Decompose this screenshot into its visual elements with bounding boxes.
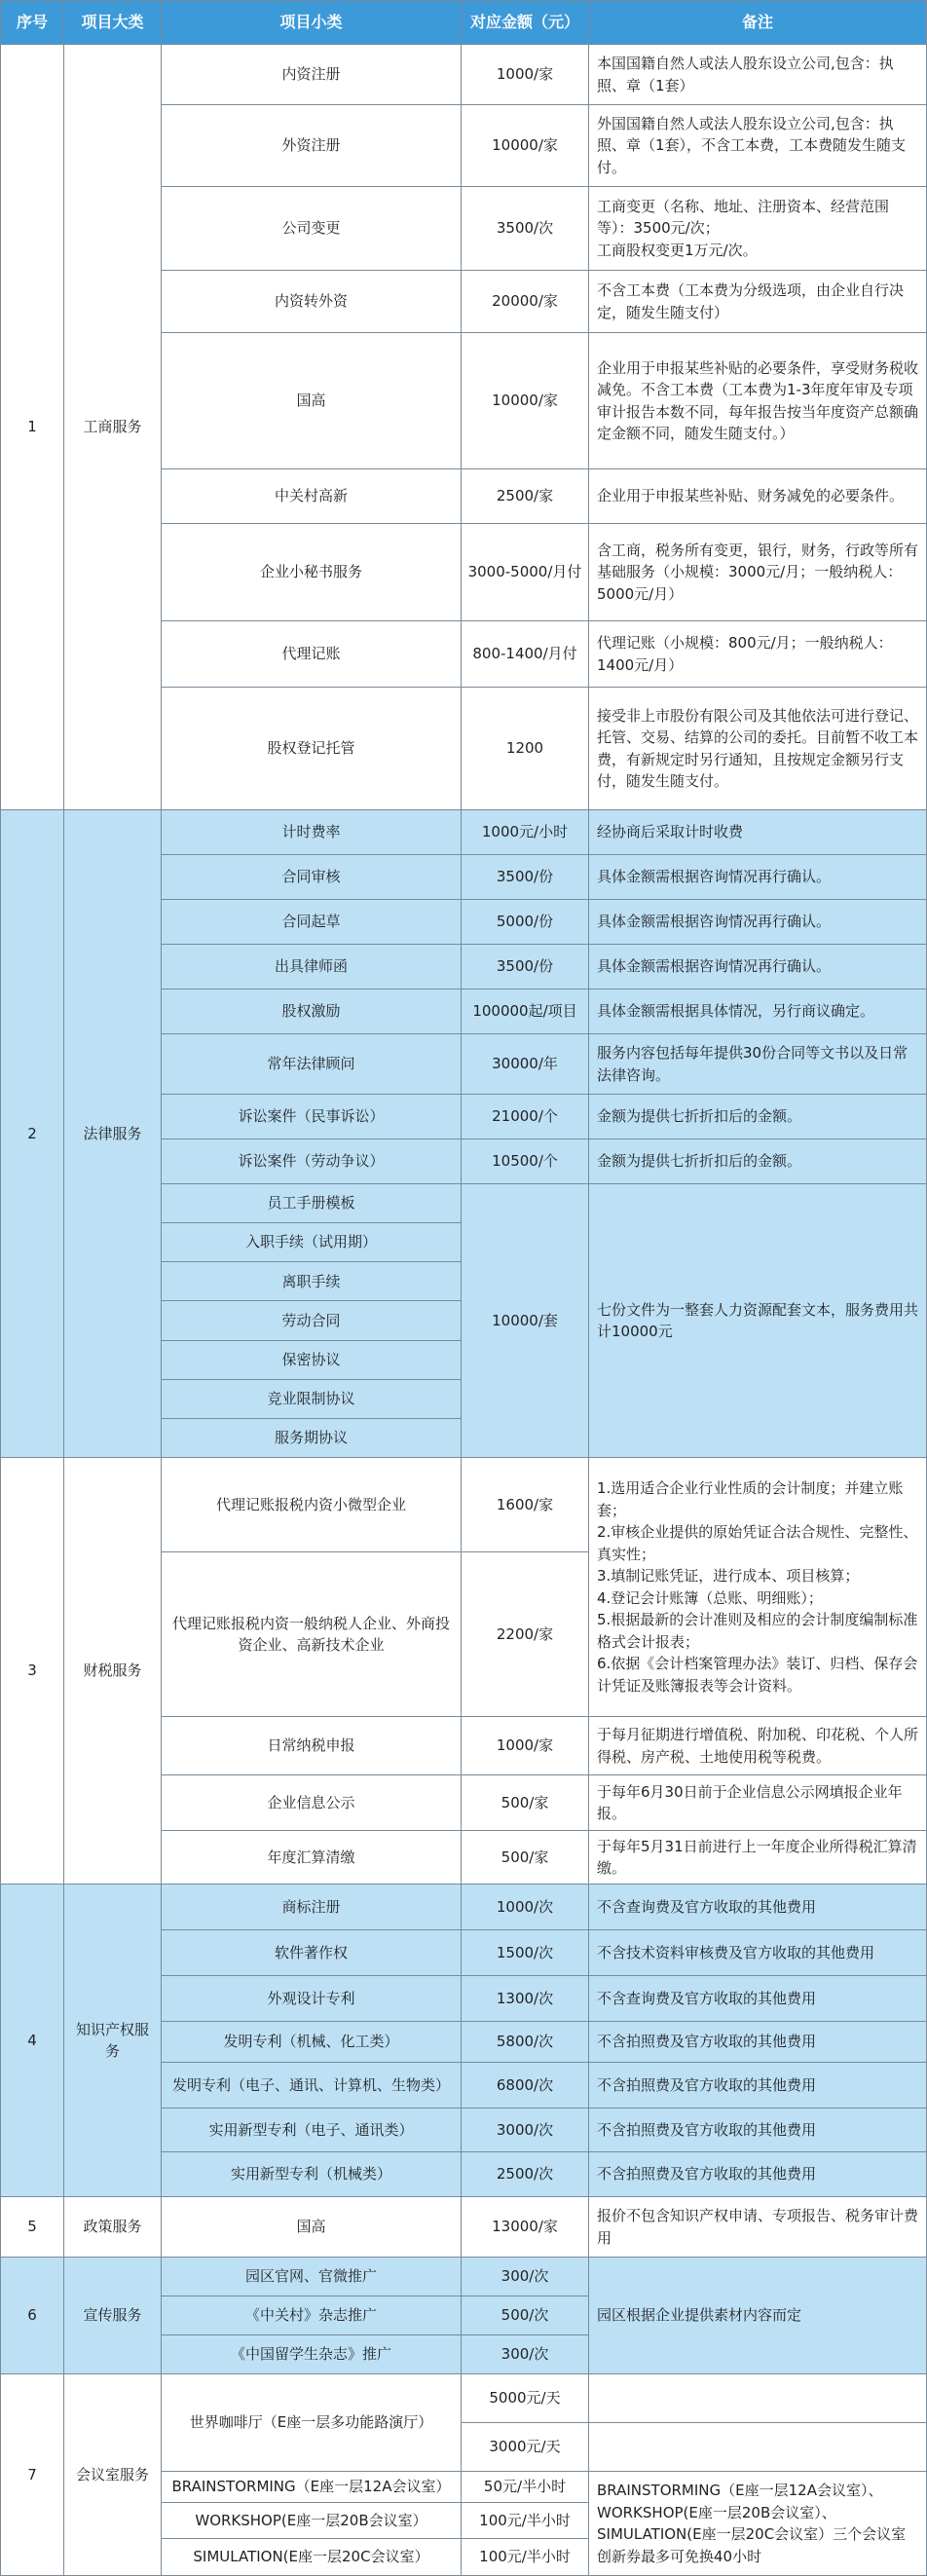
- row-note-text: 不含查询费及官方收取的其他费用: [597, 1989, 817, 2007]
- row-amount-text: 6800/次: [496, 2075, 554, 2094]
- row-item: [162, 945, 462, 989]
- row-item-text: SIMULATION(E座一层20C会议室）: [193, 2548, 429, 2566]
- section-category: [64, 2258, 162, 2374]
- row-item-text: 国高: [296, 392, 326, 410]
- section-category: [64, 2197, 162, 2258]
- row-note-text: 企业用于申报某些补贴、财务减免的必要条件。: [597, 487, 905, 505]
- row-amount-text: 3000元/天: [489, 2438, 561, 2456]
- row-note-text: 代理记账（小规模：800元/月；一般纳税人：1400元/月）: [597, 634, 893, 674]
- row-note: [589, 469, 927, 524]
- row-item-text: 企业小秘书服务: [259, 563, 362, 581]
- section-category-text: 政策服务: [83, 2218, 142, 2236]
- row-item: [162, 1552, 462, 1717]
- row-note-text: 于每月征期进行增值税、附加税、印花税、个人所得税、房产税、土地使用税等税费。: [597, 1726, 919, 1766]
- row-item: [162, 1034, 462, 1095]
- group-note-text: 园区根据企业提供素材内容而定: [597, 2306, 802, 2325]
- row-amount-text: 1000/家: [496, 65, 554, 84]
- row-note-text: 具体金额需根据具体情况，另行商议确定。: [597, 1002, 875, 1021]
- row-amount: [462, 187, 589, 271]
- row-amount: [462, 2022, 589, 2063]
- row-amount: [462, 989, 589, 1034]
- row-item: [162, 333, 462, 469]
- row-amount-text: 5800/次: [496, 2033, 554, 2051]
- row-item-text: 软件著作权: [274, 1943, 348, 1961]
- row-note: [589, 45, 927, 105]
- row-item: [162, 1139, 462, 1184]
- group-item: [162, 1262, 462, 1301]
- row-amount: [462, 2063, 589, 2109]
- header-cell-text: 序号: [16, 13, 48, 31]
- row-item-text: 计时费率: [281, 823, 341, 841]
- row-amount-text: 20000/家: [492, 292, 558, 311]
- row-note-text: 于每年5月31日前进行上一年度企业所得税汇算清缴。: [597, 1837, 917, 1877]
- row-item-text: 企业信息公示: [267, 1793, 355, 1811]
- section-number-text: 7: [27, 2465, 37, 2483]
- section-category-text: 宣传服务: [83, 2306, 142, 2325]
- group-item: [162, 1419, 462, 1458]
- group-item-text: 入职手续（试用期）: [244, 1233, 377, 1251]
- row-item-text: 实用新型专利（电子、通讯类）: [208, 2120, 414, 2139]
- row-amount-text: 50元/半小时: [483, 2478, 567, 2496]
- section-number-text: 5: [27, 2218, 37, 2236]
- row-item: [162, 1775, 462, 1831]
- row-note-text: 接受非上市股份有限公司及其他依法可进行登记、托管、交易、结算的公司的委托。目前暂不收工本费，有新规定时另行通知，且按规定金额另行支付，随发生随支付。: [597, 706, 919, 790]
- group-item-text: 劳动合同: [281, 1311, 341, 1329]
- section-number: [0, 1885, 64, 2197]
- section-number: [0, 810, 64, 1458]
- row-item-text: 日常纳税申报: [267, 1736, 355, 1755]
- row-amount-text: 13000/家: [492, 2218, 558, 2236]
- row-amount: [462, 1458, 589, 1552]
- row-amount-text: 500/次: [501, 2306, 549, 2325]
- row-note: [589, 900, 927, 945]
- row-amount: [462, 2296, 589, 2335]
- row-amount-text: 1500/次: [496, 1943, 554, 1961]
- row-item: [162, 2063, 462, 2109]
- section-category: [64, 1885, 162, 2197]
- row-item-text: 园区官网、官微推广: [244, 2267, 377, 2286]
- row-amount-text: 5000元/天: [489, 2389, 561, 2408]
- row-amount-text: 1000/次: [496, 1897, 554, 1916]
- group-item-text: 离职手续: [281, 1272, 341, 1290]
- row-amount: [462, 1976, 589, 2022]
- section-category-text: 工商服务: [83, 418, 142, 436]
- row-item-text: 常年法律顾问: [267, 1055, 355, 1073]
- row-item: [162, 2335, 462, 2374]
- row-item: [162, 469, 462, 524]
- row-note-text: 于每年6月30日前于企业信息公示网填报企业年报。: [597, 1782, 903, 1822]
- row-note-text: 不含拍照费及官方收取的其他费用: [597, 2033, 817, 2051]
- section-number-text: 1: [27, 418, 37, 436]
- header-cell: [162, 0, 462, 45]
- row-amount-text: 100元/半小时: [479, 2548, 571, 2566]
- row-note-text: 不含技术资料审核费及官方收取的其他费用: [597, 1943, 875, 1961]
- row-note: [589, 1885, 927, 1930]
- row-item-text: 出具律师函: [274, 957, 348, 976]
- row-amount: [462, 1139, 589, 1184]
- row-amount: [462, 855, 589, 900]
- section-category: [64, 1458, 162, 1885]
- group-item-text: 保密协议: [281, 1350, 341, 1368]
- row-item-text: 内资转外资: [274, 292, 348, 311]
- row-amount: [462, 810, 589, 855]
- row-amount-text: 1300/次: [496, 1989, 554, 2007]
- row-note: [589, 2109, 927, 2152]
- row-item-text: 外观设计专利: [267, 1989, 355, 2007]
- row-amount-text: 3500/份: [496, 957, 554, 976]
- row-amount-text: 1200: [505, 739, 544, 758]
- row-item-text: 诉讼案件（劳动争议）: [238, 1152, 385, 1171]
- row-item-text: 商标注册: [281, 1897, 341, 1916]
- group-item-text: 员工手册模板: [267, 1194, 355, 1213]
- row-note: [589, 524, 927, 621]
- section-category-text: 知识产权服务: [75, 2020, 149, 2060]
- row-amount-text: 300/次: [501, 2267, 549, 2286]
- row-item-text: 发明专利（电子、通讯、计算机、生物类）: [171, 2075, 450, 2094]
- row-note: [589, 2423, 927, 2472]
- row-note: [589, 1139, 927, 1184]
- row-item: [162, 900, 462, 945]
- row-amount: [462, 524, 589, 621]
- group-note-text: 七份文件为一整套人力资源配套文本，服务费用共计10000元: [597, 1300, 919, 1340]
- row-amount-text: 100000起/项目: [472, 1002, 577, 1021]
- row-amount: [462, 2472, 589, 2503]
- row-item-text: 国高: [296, 2218, 326, 2236]
- row-amount: [462, 2258, 589, 2296]
- section-number: [0, 2197, 64, 2258]
- group-amount-text: 10000/套: [492, 1311, 558, 1329]
- row-amount: [462, 2374, 589, 2423]
- group-item-text: 服务期协议: [274, 1429, 348, 1447]
- row-note-text: 不含拍照费及官方收取的其他费用: [597, 2165, 817, 2184]
- row-item: [162, 1885, 462, 1930]
- row-note-text: 经协商后采取计时收费: [597, 823, 744, 841]
- row-item-text: 合同审核: [281, 868, 341, 886]
- row-note: [589, 989, 927, 1034]
- row-amount: [462, 1717, 589, 1775]
- row-note: [589, 621, 927, 688]
- row-amount-text: 3000-5000/月付: [467, 563, 582, 581]
- row-amount-text: 10000/家: [492, 392, 558, 410]
- row-item: [162, 2197, 462, 2258]
- row-amount-text: 800-1400/月付: [472, 645, 577, 663]
- header-cell: [0, 0, 64, 45]
- header-cell: [462, 0, 589, 45]
- row-note: [589, 333, 927, 469]
- group-item: [162, 1184, 462, 1223]
- row-item: [162, 2296, 462, 2335]
- row-item-text: 诉讼案件（民事诉讼）: [238, 1107, 385, 1126]
- row-amount-text: 30000/年: [492, 1055, 558, 1073]
- row-note: [589, 1976, 927, 2022]
- row-note: [589, 187, 927, 271]
- section-category: [64, 2374, 162, 2576]
- row-note-text: 不含拍照费及官方收取的其他费用: [597, 2075, 817, 2094]
- row-amount: [462, 1552, 589, 1717]
- row-amount-text: 10500/个: [492, 1152, 558, 1171]
- row-item: [162, 45, 462, 105]
- row-item-text: 股权登记托管: [267, 739, 355, 758]
- row-note: [589, 105, 927, 187]
- row-note: [589, 2063, 927, 2109]
- row-amount: [462, 2109, 589, 2152]
- row-note: [589, 1717, 927, 1775]
- row-amount: [462, 688, 589, 810]
- row-amount: [462, 2152, 589, 2197]
- row-item: [162, 2472, 462, 2503]
- row-item-text: 发明专利（机械、化工类）: [223, 2033, 399, 2051]
- row-amount-text: 500/家: [501, 1793, 549, 1811]
- section-number-text: 2: [27, 1124, 37, 1142]
- row-item-text: 《中国留学生杂志》推广: [230, 2345, 391, 2364]
- row-amount: [462, 1775, 589, 1831]
- header-cell: [64, 0, 162, 45]
- row-item: [162, 1930, 462, 1976]
- row-amount-text: 1600/家: [496, 1495, 554, 1513]
- section-number-text: 6: [27, 2306, 37, 2325]
- row-note: [589, 2022, 927, 2063]
- row-note-text: 具体金额需根据咨询情况再行确认。: [597, 913, 832, 931]
- group-note: [589, 2258, 927, 2374]
- row-item-text: 合同起草: [281, 913, 341, 931]
- row-note-text: 服务内容包括每年提供30份合同等文书以及日常法律咨询。: [597, 1044, 908, 1084]
- row-amount: [462, 900, 589, 945]
- row-amount: [462, 1885, 589, 1930]
- row-amount: [462, 2197, 589, 2258]
- row-item: [162, 1976, 462, 2022]
- row-note: [589, 945, 927, 989]
- row-amount-text: 100元/半小时: [479, 2511, 571, 2529]
- row-item-text: 公司变更: [281, 219, 341, 238]
- row-note: [589, 1831, 927, 1885]
- row-amount-text: 21000/个: [492, 1107, 558, 1126]
- section-category-text: 会议室服务: [75, 2465, 149, 2483]
- section-number: [0, 2374, 64, 2576]
- row-item: [162, 2539, 462, 2576]
- row-item: [162, 989, 462, 1034]
- section-number-text: 4: [27, 2031, 37, 2049]
- row-note: [589, 688, 927, 810]
- row-item: [162, 688, 462, 810]
- row-item-text: 股权激励: [281, 1002, 341, 1021]
- row-item-text: 代理记账报税内资一般纳税人企业、外商投资企业、高新技术企业: [171, 1614, 450, 1654]
- row-amount: [462, 2335, 589, 2374]
- row-note-text: 具体金额需根据咨询情况再行确认。: [597, 868, 832, 886]
- row-amount: [462, 1034, 589, 1095]
- row-amount-text: 2500/次: [496, 2165, 554, 2184]
- row-note: [589, 1775, 927, 1831]
- section-category-text: 法律服务: [83, 1124, 142, 1142]
- row-note-text: 金额为提供七折折扣后的金额。: [597, 1107, 802, 1126]
- row-amount-text: 10000/家: [492, 136, 558, 155]
- row-amount: [462, 1930, 589, 1976]
- row-note: [589, 810, 927, 855]
- group-item-text: 竞业限制协议: [267, 1390, 355, 1408]
- row-amount: [462, 621, 589, 688]
- row-item: [162, 271, 462, 333]
- header-cell-text: 备注: [741, 13, 773, 31]
- row-item-text: 内资注册: [281, 65, 341, 84]
- row-item: [162, 2258, 462, 2296]
- row-amount-text: 500/家: [501, 1848, 549, 1866]
- row-item-text: WORKSHOP(E座一层20B会议室）: [195, 2511, 427, 2529]
- row-amount: [462, 2423, 589, 2472]
- row-amount-text: 1000/家: [496, 1736, 554, 1755]
- header-cell: [589, 0, 927, 45]
- group-item: [162, 1223, 462, 1262]
- row-item-text: 外资注册: [281, 136, 341, 155]
- row-note-text: 金额为提供七折折扣后的金额。: [597, 1152, 802, 1171]
- row-amount-text: 2500/家: [496, 487, 554, 505]
- row-note: [589, 2374, 927, 2423]
- group-note-text: BRAINSTORMING（E座一层12A会议室）、WORKSHOP(E座一层20B会议室）、SIMULATION(E座一层20C会议室）三个会议室创新券最多可免换40小时: [597, 2482, 907, 2565]
- row-amount-text: 5000/份: [496, 913, 554, 931]
- row-amount: [462, 1095, 589, 1139]
- row-item: [162, 621, 462, 688]
- row-amount-text: 2200/家: [496, 1624, 554, 1643]
- row-item: [162, 2503, 462, 2539]
- row-item-text: 世界咖啡厅（E座一层多功能路演厅）: [189, 2413, 433, 2432]
- row-item-text: 中关村高新: [274, 487, 348, 505]
- row-item-text: 年度汇算清缴: [267, 1848, 355, 1866]
- row-item: [162, 524, 462, 621]
- row-amount: [462, 105, 589, 187]
- row-note: [589, 271, 927, 333]
- row-item: [162, 810, 462, 855]
- group-note: [589, 1458, 927, 1717]
- row-note: [589, 2197, 927, 2258]
- row-item: [162, 2152, 462, 2197]
- row-amount-text: 3000/次: [496, 2120, 554, 2139]
- header-cell-text: 对应金额（元）: [469, 13, 579, 31]
- row-item-text: 代理记账: [281, 645, 341, 663]
- row-item: [162, 2022, 462, 2063]
- row-item: [162, 1095, 462, 1139]
- group-item: [162, 1341, 462, 1380]
- group-amount: [462, 1184, 589, 1458]
- section-number: [0, 2258, 64, 2374]
- row-item: [162, 855, 462, 900]
- row-note-text: 不含拍照费及官方收取的其他费用: [597, 2120, 817, 2139]
- row-amount: [462, 333, 589, 469]
- row-item: [162, 187, 462, 271]
- row-amount: [462, 2503, 589, 2539]
- row-note: [589, 1095, 927, 1139]
- row-note-text: 含工商，税务所有变更，银行，财务，行政等所有基础服务（小规模：3000元/月；一般纳税人：5000元/月）: [597, 541, 919, 603]
- row-item: [162, 1458, 462, 1552]
- row-note-text: 不含查询费及官方收取的其他费用: [597, 1897, 817, 1916]
- group-item: [162, 1301, 462, 1340]
- row-note-text: 具体金额需根据咨询情况再行确认。: [597, 957, 832, 976]
- section-number-text: 3: [27, 1661, 37, 1680]
- section-category-text: 财税服务: [83, 1661, 142, 1680]
- row-amount: [462, 2539, 589, 2576]
- row-note-text: 外国国籍自然人或法人股东设立公司,包含：执照、章（1套），不含工本费，工本费随发生随支付。: [597, 114, 907, 176]
- row-note-text: 报价不包含知识产权申请、专项报告、税务审计费用: [597, 2207, 919, 2247]
- row-note-text: 不含工本费（工本费为分级选项，由企业自行决定，随发生随支付）: [597, 281, 905, 321]
- section-number: [0, 45, 64, 810]
- row-note: [589, 2152, 927, 2197]
- row-item: [162, 105, 462, 187]
- row-note: [589, 1930, 927, 1976]
- row-amount: [462, 1831, 589, 1885]
- section-category: [64, 810, 162, 1458]
- row-item-text: 代理记账报税内资小微型企业: [215, 1495, 406, 1513]
- group-note: [589, 2472, 927, 2576]
- row-item-text: 实用新型专利（机械类）: [230, 2165, 391, 2184]
- row-note-text: 工商变更（名称、地址、注册资本、经营范围等）：3500元/次； 工商股权变更1万元/次。: [597, 197, 890, 259]
- row-item-text: 《中关村》杂志推广: [244, 2306, 377, 2325]
- group-note: [589, 1184, 927, 1458]
- row-note: [589, 855, 927, 900]
- row-amount-text: 1000元/小时: [481, 823, 569, 841]
- section-number: [0, 1458, 64, 1885]
- section-category: [64, 45, 162, 810]
- row-item-text: BRAINSTORMING（E座一层12A会议室）: [171, 2478, 451, 2496]
- row-item: [162, 2109, 462, 2152]
- row-note-text: 本国国籍自然人或法人股东设立公司,包含：执照、章（1套）: [597, 55, 894, 94]
- row-note: [589, 1034, 927, 1095]
- row-amount-text: 3500/次: [496, 219, 554, 238]
- row-amount: [462, 469, 589, 524]
- header-cell-text: 项目大类: [81, 13, 144, 31]
- row-item: [162, 1717, 462, 1775]
- row-amount-text: 3500/份: [496, 868, 554, 886]
- row-item: [162, 2374, 462, 2472]
- row-note-text: 企业用于申报某些补贴的必要条件，享受财务税收减免。不含工本费（工本费为1-3年度年审及专项审计报告本数不同，每年报告按当年度资产总额确定金额不同，随发生随支付。）: [597, 358, 919, 442]
- row-amount: [462, 45, 589, 105]
- row-amount: [462, 945, 589, 989]
- header-cell-text: 项目小类: [279, 13, 343, 31]
- row-amount: [462, 271, 589, 333]
- row-amount-text: 300/次: [501, 2345, 549, 2364]
- group-note-text: 1.选用适合企业行业性质的会计制度；并建立账套； 2.审核企业提供的原始凭证合法合规性、完整性、真实性； 3.填制记账凭证，进行成本、项目核算； 4.登记会计账簿（总账、明细账）； 5.根据最新的会计准则及相应的会计制度编制标准格式会计报表； 6.依据《会计档案管理办法》装订、归档、保存会计凭证及账簿报表等会计资料。: [597, 1479, 918, 1695]
- group-item: [162, 1380, 462, 1419]
- row-item: [162, 1831, 462, 1885]
